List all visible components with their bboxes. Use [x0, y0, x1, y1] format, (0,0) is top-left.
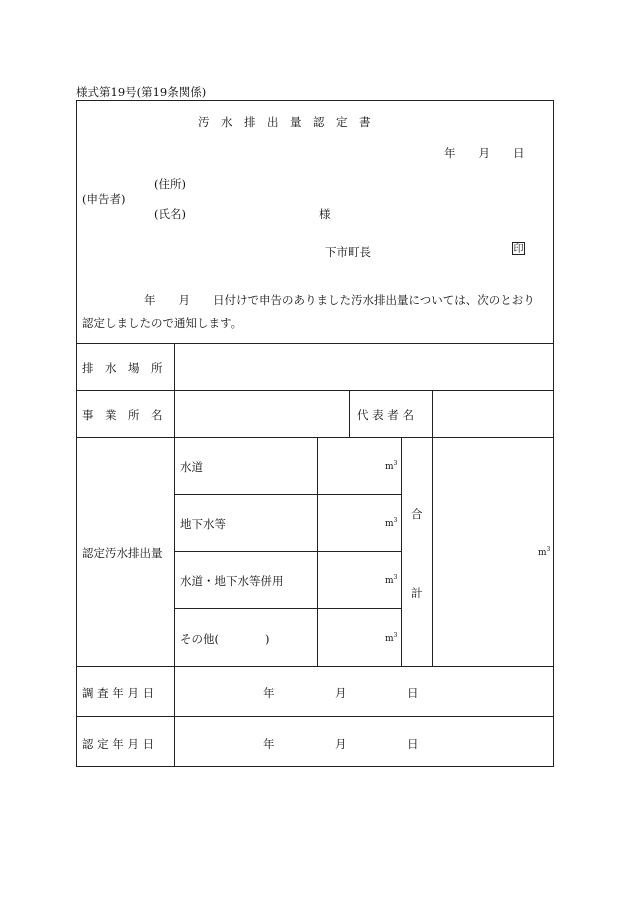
- source-water-supply: 水道: [180, 460, 203, 474]
- label-column-border: [174, 343, 175, 767]
- column-divider: [349, 390, 350, 437]
- unit-groundwater: $m^3$: [385, 517, 398, 529]
- column-divider: [432, 390, 433, 437]
- certify-year: 年: [263, 737, 275, 751]
- table-top-border: [76, 343, 554, 344]
- survey-year: 年: [263, 686, 275, 700]
- total-label-top: 合: [411, 507, 423, 521]
- form-number: 様式第19号(第19条関係): [76, 85, 207, 99]
- issue-date: 年 月 日: [444, 146, 525, 160]
- column-divider: [401, 437, 402, 666]
- row-divider: [174, 494, 401, 495]
- drain-place-label: 排 水 場 所: [82, 361, 163, 375]
- row-divider: [76, 437, 554, 438]
- survey-month: 月: [335, 686, 347, 700]
- unit-other: $m^3$: [385, 632, 398, 644]
- body-line-2: 認定しましたので通知します。: [82, 316, 243, 330]
- column-divider: [317, 437, 318, 666]
- source-other: その他( ): [180, 632, 270, 646]
- applicant-label: (申告者): [82, 192, 126, 206]
- address-label: (住所): [154, 177, 186, 191]
- certified-volume-label: 認定汚水排出量: [82, 546, 163, 560]
- honorific: 様: [319, 207, 331, 221]
- total-label-bottom: 計: [411, 586, 423, 600]
- unit-water-supply: $m^3$: [385, 460, 398, 472]
- survey-date-label: 調 査 年 月 日: [82, 686, 155, 700]
- representative-label: 代 表 者 名: [357, 408, 414, 422]
- unit-total: $m^3$: [538, 546, 551, 558]
- row-divider: [76, 716, 554, 717]
- document-title: 汚 水 排 出 量 認 定 書: [198, 115, 371, 129]
- certify-date-label: 認 定 年 月 日: [82, 737, 155, 751]
- column-divider: [432, 437, 433, 666]
- row-divider: [174, 551, 401, 552]
- row-divider: [76, 390, 554, 391]
- office-name-label: 事 業 所 名: [82, 408, 163, 422]
- source-combined: 水道・地下水等併用: [180, 574, 284, 588]
- body-line-1: 年 月 日付けで申告のありました汚水排出量については、次のとおり: [144, 293, 535, 307]
- certify-day: 日: [407, 737, 419, 751]
- survey-day: 日: [407, 686, 419, 700]
- name-label: (氏名): [154, 207, 186, 221]
- issuer-title: 下市町長: [325, 245, 371, 259]
- seal-mark: 印: [513, 244, 524, 255]
- row-divider: [174, 608, 401, 609]
- unit-combined: $m^3$: [385, 574, 398, 586]
- source-groundwater: 地下水等: [180, 517, 226, 531]
- certify-month: 月: [335, 737, 347, 751]
- row-divider: [76, 666, 554, 667]
